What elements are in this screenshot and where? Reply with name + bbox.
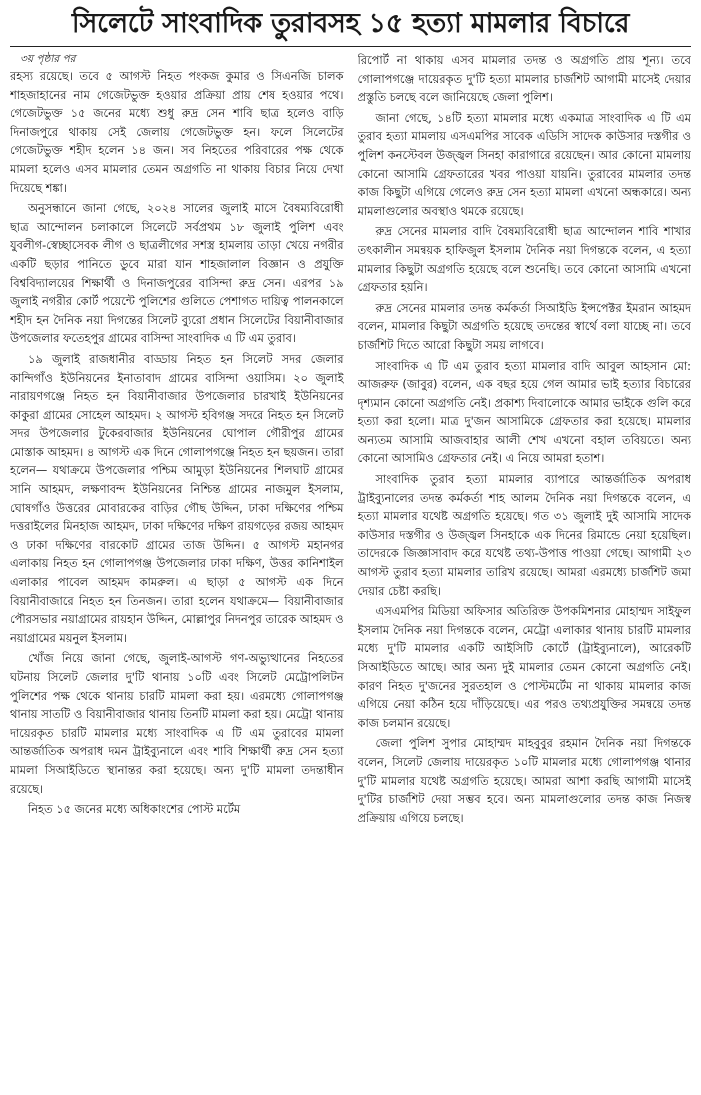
paragraph: খোঁজ নিয়ে জানা গেছে, জুলাই-আগস্ট গণ-অভ্যুত্থানের নিহতের ঘটনায় সিলেট জেলার দু'টি থানায় ১০টি এবং সিলেট মেট্রোপলিটন পুলিশের পক্ষ থেকে থানায় চারটি মামলা করা হয়। এরমধ্যে গোলাপগঞ্জ থানায় সাতটি ও বিয়ানীবাজার থানায় তিনটি মামলা করা হয়। মেট্রো থানায় দায়েরকৃত চারটি মামলার মধ্যে সাংবাদিক এ টি এম তুরাবের মামলা আন্তর্জাতিক অপরাধ দমন ট্রাইব্যুনালে এবং শাবি শিক্ষার্থী রুদ্র সেন হত্যা মামলা সিআইডিতে স্থানান্তর করা হয়েছে। অন্য দু'টি মামলা তদন্তাধীন রয়েছে। — [10, 651, 344, 796]
right-column — [358, 51, 692, 1095]
headline: সিলেটে সাংবাদিক তুরাবসহ ১৫ হত্যা মামলার বিচারে — [10, 6, 691, 47]
paragraph: রহস্য রয়েছে। তবে ৫ আগস্ট নিহত পংকজ কুমার ও সিএনজি চালক শাহজাহানের নাম গেজেটভুক্ত হওয়ার প্রক্রিয়া প্রায় শেষ হওয়ার পথে। গেজেটভুক্ত ১৫ জনের মধ্যে শুধু রুদ্র সেন শাবি ছাত্র হলেও বাড়ি দিনাজপুরে থাকায় সেই জেলায় গেজেটভুক্ত হন। ফলে সিলেটের গেজেটভুক্ত শহীদ হলেন ১৪ জন। সব নিহতের পরিবারের পক্ষ থেকে মামলা হলেও এসব মামলার তেমন অগ্রগতি না থাকায় বিচার নিয়ে দেখা দিয়েছে শঙ্কা। — [10, 69, 344, 195]
paragraph: সাংবাদিক তুরাব হত্যা মামলার ব্যাপারে আন্তর্জাতিক অপরাধ ট্রাইব্যুনালের তদন্ত কর্মকর্তা শাহ আলম দৈনিক নয়া দিগন্তকে বলেন, এ হত্যা মামলার যথেষ্ট অগ্রগতি হয়েছে। গত ৩১ জুলাই দুই আসামি সাদেক কাউসার দস্তগীর ও উজ্জ্বল সিনহাকে এক দিনের রিমান্ডে নেয়া হয়েছিল। তাদেরকে জিজ্ঞাসাবাদ করে যথেষ্ট তথ্য-উপাত্ত পাওয়া গেছে। আগামী ২৩ আগস্ট তুরাব হত্যা মামলার তারিখ রয়েছে। আমরা এরমধ্যে চার্জশিট জমা দেয়ার চেষ্টা করছি। — [357, 472, 691, 598]
paragraph: নিহত ১৫ জনের মধ্যে অধিকাংশের পোস্ট মর্টেম — [28, 802, 241, 817]
paragraph: রুদ্র সেনের মামলার তদন্ত কর্মকর্তা সিআইডি ইন্সপেক্টর ইমরান আহমদ বলেন, মামলার কিছুটা অগ্রগতি হয়েছে তদন্তের স্বার্থে বলা যাচ্ছে না। তবে চার্জশিট দিতে আরো কিছুটা সময় লাগবে। — [357, 300, 691, 352]
paragraph: সাংবাদিক এ টি এম তুরাব হত্যা মামলার বাদি আবুল আহসান মো: আজরুফ (জাবুর) বলেন, এক বছর হয়ে গেল আমার ভাই হত্যার বিচারের দৃশ্যমান কোনো অগ্রগতি নেই। প্রকাশ্য দিবালোকে আমার ভাইকে গুলি করে হত্যা করা হলো। মাত্র দু'জন আসামিকে গ্রেফতার করা হয়েছে। মামলার অন্যতম আসামি আজবাহার আলী শেখ এখনো বহাল তবিয়তে। অন্য কোনো আসামিও গ্রেফতার নেই। এ নিয়ে আমরা হতাশ। — [357, 358, 691, 466]
article-body — [10, 51, 691, 1095]
paragraph: জানা গেছে, ১৪টি হত্যা মামলার মধ্যে একমাত্র সাংবাদিক এ টি এম তুরাব হত্যা মামলায় এসএমপির সাবেক এডিসি সাদেক কাউসার দস্তগীর ও পুলিশ কনস্টেবল উজ্জ্বল সিনহা কারাগারে রয়েছেন। আর কোনো মামলায় কোনো আসামি গ্রেফতারের খবর পাওয়া যায়নি। তুরাবের মামলার তদন্ত কাজ কিছুটা এগিয়ে গেলেও রুদ্র সেন হত্যা মামলা এখনো অন্ধকারে। অন্য মামলাগুলোর অবস্থাও থমকে রয়েছে। — [357, 110, 691, 218]
paragraph: জেলা পুলিশ সুপার মোহাম্মদ মাহবুবুর রহমান দৈনিক নয়া দিগন্তকে বলেন, সিলেট জেলায় দায়েরকৃত ১০টি মামলার মধ্যে গোলাপগঞ্জ থানার দু'টি মামলার যথেষ্ট অগ্রগতি হয়েছে। আমরা আশা করছি আগামী মাসেই দু'টির চার্জশিট দেয়া সম্ভব হবে। অন্য মামলাগুলোর তদন্ত কাজ নিজস্ব প্রক্রিয়ায় এগিয়ে চলছে। — [357, 736, 691, 825]
paragraph: এসএমপির মিডিয়া অফিসার অতিরিক্ত উপকমিশনার মোহাম্মদ সাইফুল ইসলাম দৈনিক নয়া দিগন্তকে বলেন, মেট্রো এলাকার থানায় চারটি মামলার মধ্যে দু'টি মামলার একটি আইসিটি কোর্টে (ট্রাইব্যুনালে), আরেকটি সিআইডিতে আছে। আর অন্য দুই মামলার তেমন কোনো অগ্রগতি নেই। কারণ নিহত দু'জনের সুরতহাল ও পোস্টমর্টেম না থাকায় মামলার কাজ এগিয়ে নেয়া কঠিন হয়ে দাঁড়িয়েছে। এর পরও তথ্যপ্রযুক্তির সমন্বয়ে তদন্ত কাজ চলমান রয়েছে। — [357, 604, 691, 730]
continuation-note: ৩য় পৃষ্ঠার পর — [20, 53, 76, 65]
left-column — [10, 51, 344, 1095]
paragraph: রুদ্র সেনের মামলার বাদি বৈষম্যবিরোধী ছাত্র আন্দোলন শাবি শাখার তৎকালীন সমন্বয়ক হাফিজুল ইসলাম দৈনিক নয়া দিগন্তকে বলেন, এ হত্যা মামলার কিছুটা অগ্রগতি হয়েছে বলে শুনেছি। তবে কোনো আসামি এখনো গ্রেফতার হয়নি। — [357, 224, 691, 295]
paragraph: ১৯ জুলাই রাজধানীর বাড্ডায় নিহত হন সিলেট সদর জেলার কান্দিগাঁও ইউনিয়নের ইনাতাবাদ গ্রামের বাসিন্দা ওয়াসিম। ২০ জুলাই নারায়ণগঞ্জে নিহত হন বিয়ানীবাজার উপজেলার চারখাই ইউনিয়নের কাকুরা গ্রামের সোহেল আহমদ। ২ আগস্ট হবিগঞ্জ সদরে নিহত হন সিলেট সদর উপজেলার টুকেরবাজার ইউনিয়নের ঘোপাল গৌরীপুর গ্রামের মোস্তাক আহমদ। ৪ আগস্ট এক দিনে গোলাপগঞ্জে নিহত হন ছয়জন। তারা হলেন— যথাক্রমে উপজেলার পশ্চিম আমুড়া ইউনিয়নের শিলঘাট গ্রামের সানি আহমদ, লক্ষণাবন্দ ইউনিয়নের নিশ্চিন্ত গ্রামের নাজমুল ইসলাম, ঘোষগাঁও উত্তরের মোবারকের বাড়ির গৌছ উদ্দিন, ঢাকা দক্ষিণের পশ্চিম দত্তরাইলের মিনহাজ আহমদ, ঢাকা দক্ষিণের দক্ষিণ রায়গড়ের রজয় আহমদ ও ঢাকা দক্ষিণের বারকোট গ্রামের তাজ উদ্দিন। ৫ আগস্ট মহানগর এলাকায় নিহত হন গোলাপগঞ্জ উপজেলার ঢাকা দক্ষিণ, উত্তর কানিশাইল এলাকার পাবেল আহমদ কামরুল। এ ছাড়া ৫ আগস্ট এক দিনে বিয়ানীবাজারে নিহত হন তিনজন। তারা হলেন যথাক্রমে— বিয়ানীবাজার পৌরসভার নয়াগ্রামের রায়হান উদ্দিন, মোল্লাপুর নিদনপুর তারেক আহমদ ও নয়াগ্রামের ময়নুল ইসলাম। — [10, 351, 344, 645]
paragraph: অনুসন্ধানে জানা গেছে, ২০২৪ সালের জুলাই মাসে বৈষম্যবিরোধী ছাত্র আন্দোলন চলাকালে সিলেটে সর্বপ্রথম ১৮ জুলাই পুলিশ এবং যুবলীগ-স্বেচ্ছাসেবক লীগ ও ছাত্রলীগের সশস্ত্র হামলায় তাড়া খেয়ে নগরীর একটি ছড়ার পানিতে ডুবে মারা যান শাহজালাল বিজ্ঞান ও প্রযুক্তি বিশ্ববিদ্যালয়ের শিক্ষার্থী ও দিনাজপুরের বাসিন্দা রুদ্র সেন। এরপর ১৯ জুলাই নগরীর কোর্ট পয়েন্টে পুলিশের গুলিতে পেশাগত দায়িত্ব পালনকালে শহীদ হন দৈনিক নয়া দিগন্তের সিলেট ব্যুরো প্রধান সিলেটের বিয়ানীবাজার উপজেলার ফতেহপুর গ্রামের বাসিন্দা সাংবাদিক এ টি এম তুরাব। — [10, 201, 344, 346]
paragraph: রিপোর্ট না থাকায় এসব মামলার তদন্ত ও অগ্রগতি প্রায় শূন্য। তবে গোলাপগঞ্জে দায়েরকৃত দু'টি হত্যা মামলার চার্জশিট আগামী মাসেই দেয়ার প্রস্তুতি চলছে বলে জানিয়েছে জেলা পুলিশ। — [357, 53, 691, 105]
